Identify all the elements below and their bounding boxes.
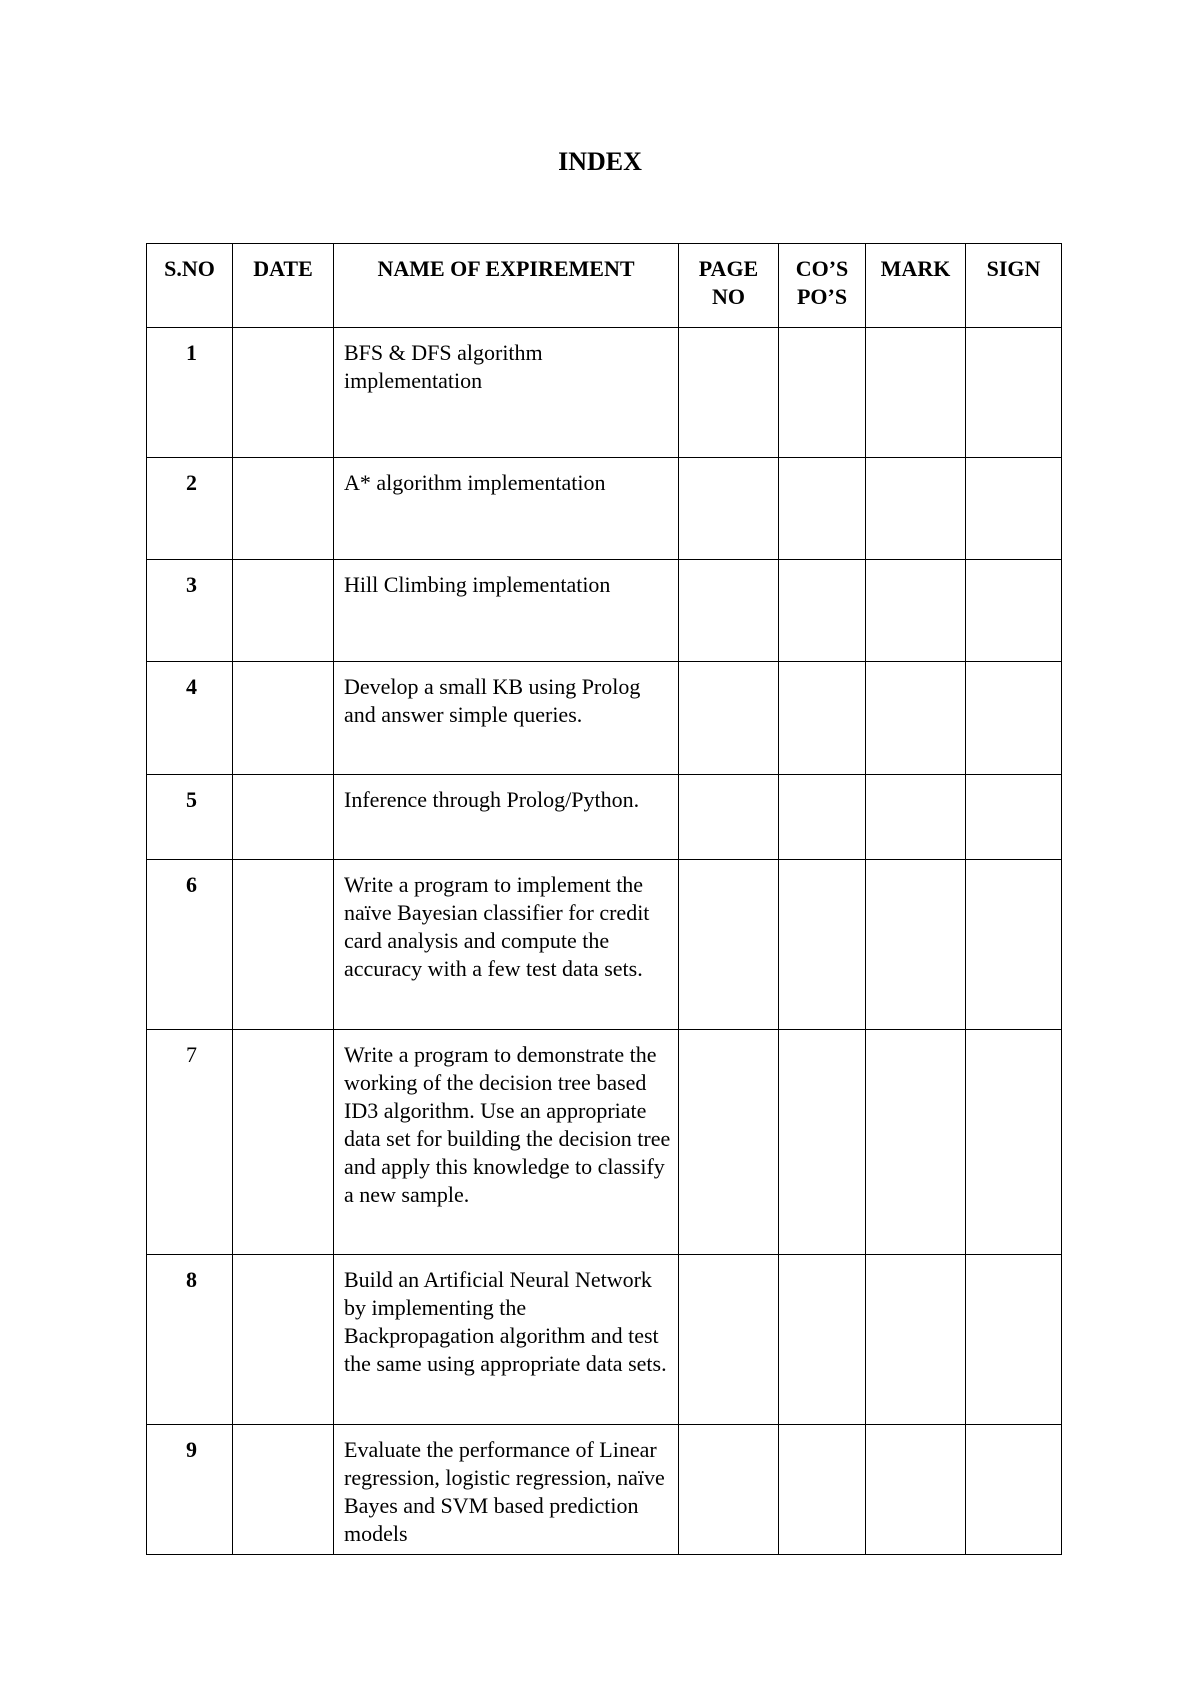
row-sign: [966, 775, 1062, 860]
row-cos-pos: [779, 775, 866, 860]
row-mark: [866, 328, 966, 458]
row-experiment-name: Write a program to implement the naïve Bayesian classifier for credit card analysis and compute the accuracy with a few test data sets.: [334, 860, 679, 1030]
header-page-no: PAGE NO: [679, 244, 779, 328]
row-sno: 5: [147, 775, 233, 860]
row-experiment-name: BFS & DFS algorithm implementation: [334, 328, 679, 458]
row-sno: 4: [147, 662, 233, 775]
row-mark: [866, 1425, 966, 1555]
row-cos-pos: [779, 328, 866, 458]
row-cos-pos: [779, 1255, 866, 1425]
row-sign: [966, 328, 1062, 458]
row-mark: [866, 662, 966, 775]
row-page-no: [679, 860, 779, 1030]
header-mark: MARK: [866, 244, 966, 328]
page-title: INDEX: [558, 147, 642, 176]
row-experiment-name: Write a program to demonstrate the working of the decision tree based ID3 algorithm. Use an appropriate data set for building the decision tree and apply this knowledge to classify a new sample.: [334, 1030, 679, 1255]
row-sno: 7: [147, 1030, 233, 1255]
row-cos-pos: [779, 860, 866, 1030]
row-cos-pos: [779, 458, 866, 560]
row-mark: [866, 560, 966, 662]
row-date: [233, 458, 334, 560]
row-date: [233, 1255, 334, 1425]
row-mark: [866, 860, 966, 1030]
table-row: [147, 775, 1062, 860]
row-experiment-name: Build an Artificial Neural Network by implementing the Backpropagation algorithm and test the same using appropriate data sets.: [334, 1255, 679, 1425]
header-row: [147, 244, 1062, 328]
header-name: NAME OF EXPIREMENT: [334, 244, 679, 328]
row-mark: [866, 775, 966, 860]
table-row: [147, 1425, 1062, 1555]
row-sign: [966, 860, 1062, 1030]
row-experiment-name: Develop a small KB using Prolog and answer simple queries.: [334, 662, 679, 775]
row-date: [233, 1425, 334, 1555]
row-experiment-name: Inference through Prolog/Python.: [334, 775, 679, 860]
row-page-no: [679, 560, 779, 662]
row-sno: 9: [147, 1425, 233, 1555]
row-page-no: [679, 458, 779, 560]
row-experiment-name: Evaluate the performance of Linear regression, logistic regression, naïve Bayes and SVM based prediction models: [334, 1425, 679, 1555]
row-date: [233, 328, 334, 458]
row-date: [233, 662, 334, 775]
table-row: [147, 1255, 1062, 1425]
row-mark: [866, 458, 966, 560]
header-sign: SIGN: [966, 244, 1062, 328]
header-sno: S.NO: [147, 244, 233, 328]
row-sign: [966, 458, 1062, 560]
row-page-no: [679, 775, 779, 860]
row-mark: [866, 1030, 966, 1255]
row-date: [233, 860, 334, 1030]
table-row: [147, 860, 1062, 1030]
header-cos-pos: CO’S PO’S: [779, 244, 866, 328]
row-page-no: [679, 1255, 779, 1425]
row-date: [233, 560, 334, 662]
table-row: [147, 328, 1062, 458]
row-sno: 3: [147, 560, 233, 662]
table-row: [147, 1030, 1062, 1255]
row-page-no: [679, 1425, 779, 1555]
table-row: [147, 662, 1062, 775]
row-sign: [966, 560, 1062, 662]
row-sno: 6: [147, 860, 233, 1030]
row-page-no: [679, 328, 779, 458]
row-experiment-name: A* algorithm implementation: [334, 458, 679, 560]
row-cos-pos: [779, 1425, 866, 1555]
row-page-no: [679, 1030, 779, 1255]
row-mark: [866, 1255, 966, 1425]
row-sno: 2: [147, 458, 233, 560]
row-sno: 8: [147, 1255, 233, 1425]
row-sign: [966, 662, 1062, 775]
header-date: DATE: [233, 244, 334, 328]
row-sno: 1: [147, 328, 233, 458]
row-sign: [966, 1425, 1062, 1555]
table-row: [147, 560, 1062, 662]
row-cos-pos: [779, 560, 866, 662]
row-sign: [966, 1030, 1062, 1255]
row-date: [233, 1030, 334, 1255]
index-table: [146, 243, 1062, 1555]
row-date: [233, 775, 334, 860]
table-row: [147, 458, 1062, 560]
row-sign: [966, 1255, 1062, 1425]
row-cos-pos: [779, 662, 866, 775]
row-page-no: [679, 662, 779, 775]
row-experiment-name: Hill Climbing implementation: [334, 560, 679, 662]
row-cos-pos: [779, 1030, 866, 1255]
